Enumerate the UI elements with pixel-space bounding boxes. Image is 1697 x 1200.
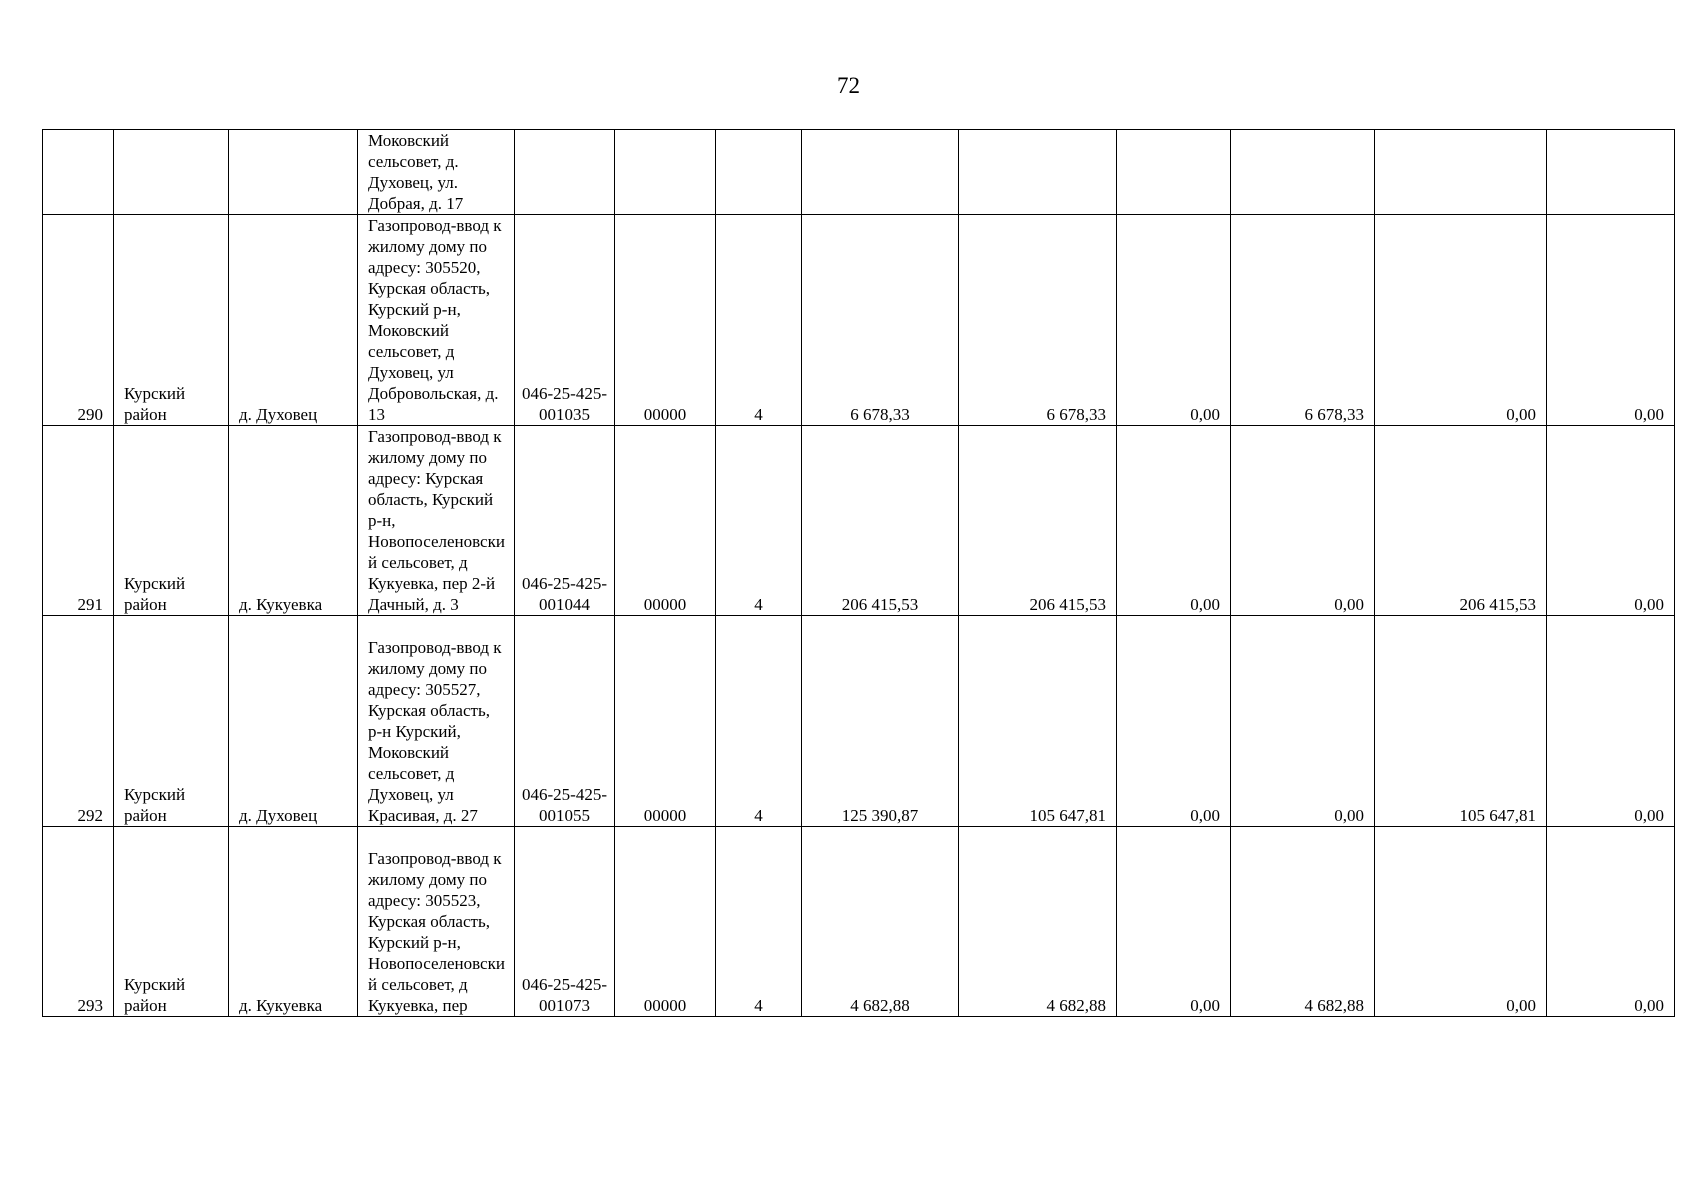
cell-col11: 6 678,33	[1231, 215, 1375, 426]
cell-description: Газопровод-ввод к жилому дому по адресу: Курская область, Курский р-н, Новопоселеновский сельсовет, д Кукуевка, пер 2-й Дачный, д. 3	[358, 426, 515, 616]
cell-col12: 0,00	[1375, 827, 1547, 1017]
cell-initial-cost: 206 415,53	[802, 426, 959, 616]
cell-col9	[959, 130, 1117, 215]
cell-district: Курский район	[114, 215, 229, 426]
cell-col12: 206 415,53	[1375, 426, 1547, 616]
cell-initial-cost	[802, 130, 959, 215]
cell-col9: 6 678,33	[959, 215, 1117, 426]
cell-col11: 0,00	[1231, 426, 1375, 616]
cell-code: 046-25-425-001055	[515, 616, 615, 827]
cell-index: 292	[43, 616, 114, 827]
table-row-continuation	[43, 130, 1675, 215]
cell-index	[43, 130, 114, 215]
cell-okof: 00000	[615, 827, 716, 1017]
cell-index: 290	[43, 215, 114, 426]
cell-locality: д. Духовец	[229, 215, 358, 426]
cell-description: Газопровод-ввод к жилому дому по адресу: 305520, Курская область, Курский р-н, Моковский сельсовет, д Духовец, ул Добровольская, д. 13	[358, 215, 515, 426]
cell-district: Курский район	[114, 827, 229, 1017]
cell-group: 4	[716, 215, 802, 426]
cell-col10: 0,00	[1117, 616, 1231, 827]
cell-code: 046-25-425-001035	[515, 215, 615, 426]
cell-locality: д. Духовец	[229, 616, 358, 827]
cell-district: Курский район	[114, 616, 229, 827]
cell-col13: 0,00	[1547, 827, 1675, 1017]
cell-locality	[229, 130, 358, 215]
cell-col11: 4 682,88	[1231, 827, 1375, 1017]
table-row	[43, 426, 1675, 616]
registry-table	[42, 129, 1675, 1017]
cell-code: 046-25-425-001044	[515, 426, 615, 616]
cell-okof: 00000	[615, 426, 716, 616]
cell-col12: 105 647,81	[1375, 616, 1547, 827]
cell-district	[114, 130, 229, 215]
cell-col13: 0,00	[1547, 616, 1675, 827]
table-row	[43, 215, 1675, 426]
cell-col12	[1375, 130, 1547, 215]
table-row	[43, 616, 1675, 827]
cell-okof: 00000	[615, 215, 716, 426]
cell-col9: 4 682,88	[959, 827, 1117, 1017]
cell-code	[515, 130, 615, 215]
cell-initial-cost: 4 682,88	[802, 827, 959, 1017]
cell-col11: 0,00	[1231, 616, 1375, 827]
cell-okof	[615, 130, 716, 215]
cell-description: Газопровод-ввод к жилому дому по адресу: 305523, Курская область, Курский р-н, Новопоселеновский сельсовет, д Кукуевка, пер	[358, 827, 515, 1017]
cell-district: Курский район	[114, 426, 229, 616]
cell-col9: 206 415,53	[959, 426, 1117, 616]
cell-description: Газопровод-ввод к жилому дому по адресу: 305527, Курская область, р-н Курский, Моковский сельсовет, д Духовец, ул Красивая, д. 27	[358, 616, 515, 827]
cell-description: Моковский сельсовет, д. Духовец, ул. Добрая, д. 17	[358, 130, 515, 215]
cell-col13: 0,00	[1547, 426, 1675, 616]
table-row	[43, 827, 1675, 1017]
page-number: 72	[837, 73, 860, 98]
cell-col9: 105 647,81	[959, 616, 1117, 827]
cell-locality: д. Кукуевка	[229, 426, 358, 616]
cell-initial-cost: 6 678,33	[802, 215, 959, 426]
cell-group: 4	[716, 616, 802, 827]
cell-code: 046-25-425-001073	[515, 827, 615, 1017]
cell-col13: 0,00	[1547, 215, 1675, 426]
cell-col10: 0,00	[1117, 827, 1231, 1017]
cell-col11	[1231, 130, 1375, 215]
cell-group	[716, 130, 802, 215]
cell-group: 4	[716, 426, 802, 616]
cell-col10: 0,00	[1117, 426, 1231, 616]
cell-locality: д. Кукуевка	[229, 827, 358, 1017]
cell-okof: 00000	[615, 616, 716, 827]
cell-group: 4	[716, 827, 802, 1017]
cell-index: 291	[43, 426, 114, 616]
cell-col10: 0,00	[1117, 215, 1231, 426]
cell-col10	[1117, 130, 1231, 215]
cell-col13	[1547, 130, 1675, 215]
cell-initial-cost: 125 390,87	[802, 616, 959, 827]
cell-index: 293	[43, 827, 114, 1017]
cell-col12: 0,00	[1375, 215, 1547, 426]
